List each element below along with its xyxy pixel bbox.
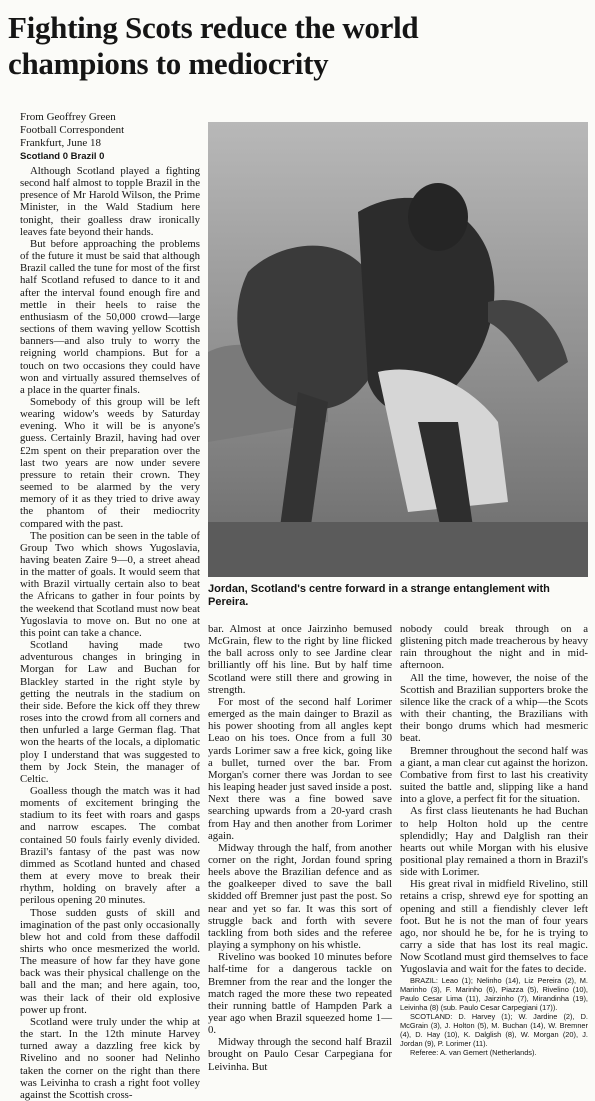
paragraph: Scotland were truly under the whip at the start. In the 12th minute Harvey turned away a dazzling free kick by Rivelino and no sooner had Nelinho taken the corner on the right than there was Leivinha to crash a right foot volley against the Scottish cross- [20,1015,200,1101]
byline-dateline: Frankfurt, June 18 [20,137,101,149]
byline-author: From Geoffrey Green [20,111,116,123]
headline [8,10,588,82]
column-1 [20,165,200,1101]
byline [20,111,200,163]
paragraph: As first class lieutenants he had Buchan to help Holton hold up the centre splendidly; Hay and Dalglish ran their hearts out while Morgan with his elusive positional play remained a thorn in Brazil's side with Lorimer. [400,805,588,879]
paragraph: Bremner throughout the second half was a giant, a man clear cut against the horizon. Combative from first to last his creativity suited the battle and, slipping like a hand into a glove, a perfect fit for the situation. [400,744,588,806]
match-photo-image [208,122,588,577]
byline-role: Football Correspondent [20,124,125,136]
paragraph: Those sudden gusts of skill and imagination of the past only occasionally blew hot and cold from these daffodil shirts who once mesmerized the world. The measure of how far they have gone back was their physical challenge on the ball and the man; and here again, too, was their lack of their old explosive power up front. [20,906,200,1016]
paragraph: Midway through the half, from another corner on the right, Jordan found spring heels above the Brazilian defence and as the goalkeeper dived to save the ball skidded off Bremner just past the post. So near and yet so far. It was this sort of struggle back and forth with severe tackling from both sides and the referee playing a symphony on his whistle. [208,841,392,952]
paragraph: Midway through the second half Brazil brought on Paulo Cesar Carpegiana for Leivinha. But [208,1036,392,1073]
paragraph: The position can be seen in the table of Group Two which shows Yugoslavia, having beaten Zaire 9—0, a street ahead in the matter of goals. It would seem that with Brazil virtually certain also to beat the Africans to gather in four points by the weekend that Scotland must now beat Yugoslavia to move on. But no one at this point can take a chance. [20,529,200,639]
paragraph: Somebody of this group will be left wearing widow's weeds by Saturday evening. Who it will be is anyone's guess. Certainly Brazil, having had over £2m spent on their preparation over the last two years are now under severe pressure to retain their crown. They seemed to be alarmed by the very memory of it as they tried to drive away the phantom of their mediocrity compared with the past. [20,395,200,530]
match-photo [208,122,588,577]
paragraph: Scotland having made two adventurous changes in bringing in Morgan for Law and Buchan for Blackley started in the right style by getting the neutrals in the stadium on their side. Before the kick off they threw roses into the crowd from all corners and then unfurled a large German flag. That won the hearts of the locals, a diplomatic ploy I understand that was suggested to them by Jock Stein, the manager of Celtic. [20,639,200,785]
photo-caption: Jordan, Scotland's centre forward in a strange entanglement with Pereira. [208,583,550,608]
lineup-scotland: SCOTLAND: D. Harvey (1); W. Jardine (2), D. McGrain (3), J. Holton (5), M. Buchan (14), W. Bremner (4), D. Hay (10), K. Dalglish (8), W. Morgan (20), J. Jordan (9), P. Lorimer (11). [400,1011,588,1048]
paragraph: His great rival in midfield Rivelino, still retains a crisp, shrewd eye for spotting an opening and still a fiendishly clever left foot. But he is not the man of four years ago, nor should he be, for he is trying to carry a side that has lost its real magic. Now Scotland must gird themselves to face Yugoslavia and wait for the fates to decide. [400,878,588,976]
paragraph: But before approaching the problems of the future it must be said that although Brazil called the tune for most of the first half Scotland refused to dance to it and after the interval found enough fire and mettle in their heels to raise the enthusiasm of the 50,000 crowd—large sections of them waving yellow Scottish banners—and also truly to worry the reigning world champions. But for a touch on two occasions they could have won and virtually assured themselves of a place in the quarter finals. [20,237,200,396]
team-lineups [400,976,588,1057]
headline-line-2: champions to mediocrity [8,46,329,81]
paragraph: nobody could break through on a glistening pitch made treacherous by heavy rain throughout the night and in mid-afternoon. [400,623,588,672]
paragraph: bar. Almost at once Jairzinho bemused McGrain, flew to the right by line flicked the ball across only to see Jardine clear brilliantly off his line. But by half time Scotland were still there and growing in strength. [208,623,392,696]
paragraph: Although Scotland played a fighting second half almost to topple Brazil in the presence of Mr Harold Wilson, the Prime Minister, in the Wald Stadium here tonight, their goalless draw ironically leaves fate beyond their hands. [20,165,200,238]
paragraph: Rivelino was booked 10 minutes before half-time for a dangerous tackle on Bremner from the rear and the longer the match raged the more these two repeated their running battle of Hampden Park a year ago when Brazil squeezed home 1—0. [208,951,392,1037]
lineup-referee: Referee: A. van Gemert (Netherlands). [410,1047,537,1057]
score-line: Scotland 0 Brazil 0 [20,151,105,162]
lineup-brazil: BRAZIL: Leao (1); Nelinho (14), Liz Pereira (2), M. Marinho (3), F. Marinho (6), Piazza (5), Rivelino (10), Paulo Cesar Lima (11), Jairzinho (7), Mirandinha (19), Leivinha (8) (sub. Paulo Cesar Carpegiani (17)). [400,975,588,1012]
headline-line-1: Fighting Scots reduce the world [8,10,419,45]
paragraph: For most of the second half Lorimer emerged as the main dainger to Brazil as his power shooting from all angles kept Leao on his toes. Once from a full 30 yards Lorimer saw a free kick, going like a bullet, turned over the bar. From Morgan's corner there was Jordan to see his leaping header just saved inside a post. Next there was a fine bowed save searching upwards from a 20-yard crash from Hay and then another from Lorimer again. [208,695,392,842]
column-2 [208,623,392,1073]
column-3 [400,623,588,1057]
paragraph: Goalless though the match was it had moments of excitement bringing the stadium to its feet with roars and gasps and narrow escapes. The combat contained 50 fouls fairly evenly divided. Brazil's fantasy of the past was now dimmed as Scotland hunted and chased them at every move to break their rhythm, holding on bravely after a perilous opening 20 minutes. [20,784,200,907]
paragraph: All the time, however, the noise of the Scottish and Brazilian supporters broke the silence like the crack of a whip—the Scots with their chanting, the Brazilians with their bongo drums which had mesmeric beat. [400,671,588,745]
